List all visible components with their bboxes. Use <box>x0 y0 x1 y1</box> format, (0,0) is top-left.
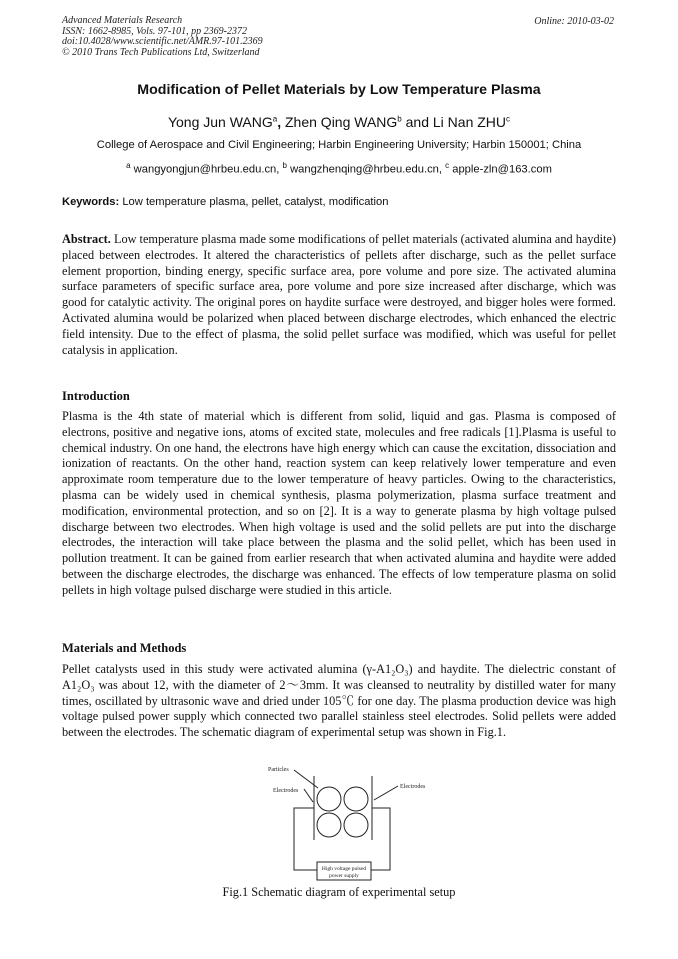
methods-paragraph: Pellet catalysts used in this study were activated alumina (γ-A1₂O₃) and haydite. The dielectric constant of A1₂O₃ was about 12, with the diameter of 2～3mm. It was cleansed to neutrality by distilled water for many times, oscillated by ultrasonic wave and dried under 105℃ for one day. The plasma production device was high voltage pulsed power supply which connected two parallel stainless steel electrodes. Solid pellets were added between the electrodes. The schematic diagram of experimental setup was shown in Fig.1. <box>62 662 616 740</box>
doi-line: doi:10.4028/www.scientific.net/AMR.97-101.2369 <box>62 36 263 48</box>
right-electrode-pointer <box>374 786 398 800</box>
email-link[interactable]: wangyongjun@hrbeu.edu.cn <box>133 163 277 176</box>
author-separator: , <box>277 114 285 130</box>
particles-label: Particles <box>268 767 289 773</box>
author-name: Li Nan ZHU <box>432 114 507 130</box>
power-supply-label-1: High voltage pulsed <box>321 866 367 872</box>
abstract-paragraph <box>62 232 616 358</box>
author-name: Zhen Qing WANG <box>285 114 398 130</box>
pellet-particle <box>317 813 341 837</box>
copyright-line: © 2010 Trans Tech Publications Ltd, Switzerland <box>62 46 260 58</box>
abstract-text: Low temperature plasma made some modifications of pellet materials (activated alumina and haydite) placed between electrodes. It altered the characteristics of pellets after discharge, such as the pellet surface element proportion, binding energy, specific surface area, pore volume and pore size. The activated alumina surface parameters of specific surface area, pore volume and pore size increased after discharge, which was good for catalytic activity. The original pores on haydite surface were destroyed, and bigger holes were formed. Activated alumina would be polarized when placed between discharge electrodes, which enhanced the electric field intensity. Due to the effect of plasma, the solid pellet surface was modified, which was useful for pellet catalysis in application. <box>62 232 616 357</box>
intro-heading: Introduction <box>62 389 130 403</box>
figure-1 <box>260 762 440 882</box>
left-electrode-pointer <box>304 789 313 802</box>
pellet-particle <box>344 787 368 811</box>
email-list: $^a$ wangyongjun@hrbeu.edu.cn, $^b$ wangzhenqing@hrbeu.edu.cn, $^c$ apple-zln@163.com <box>126 161 552 176</box>
author-sup: a <box>272 114 278 124</box>
email-sup: b <box>282 161 287 170</box>
affiliation: College of Aerospace and Civil Engineering; Harbin Engineering University; Harbin 150001; China <box>96 139 582 151</box>
electrodes-label-left: Electrodes <box>273 788 299 794</box>
schematic-diagram <box>260 762 440 882</box>
online-date: Online: 2010-03-02 <box>534 16 614 27</box>
author-list <box>0 114 678 130</box>
email-sup: c <box>445 161 450 170</box>
pellet-particle <box>344 813 368 837</box>
author-separator: and <box>401 114 433 130</box>
figure-caption: Fig.1 Schematic diagram of experimental setup <box>222 885 456 899</box>
power-supply-label-2: power supply <box>329 873 359 879</box>
author-sup: b <box>397 114 402 124</box>
keywords-line <box>62 196 388 208</box>
issn-line: ISSN: 1662-8985, Vols. 97-101, pp 2369-2372 <box>62 25 247 37</box>
keywords-label: Keywords: <box>62 196 120 208</box>
journal-header <box>62 16 263 58</box>
author-sup: c <box>506 114 511 124</box>
pellet-particle <box>317 787 341 811</box>
keywords-text: Low temperature plasma, pellet, catalyst, modification <box>122 196 389 208</box>
journal-name: Advanced Materials Research <box>62 15 183 26</box>
methods-heading: Materials and Methods <box>62 641 187 655</box>
electrodes-label-right: Electrodes <box>400 784 426 790</box>
author-name: Yong Jun WANG <box>167 114 273 130</box>
intro-paragraph: Plasma is the 4th state of material which is different from solid, liquid and gas. Plasma is composed of electrons, positive and negative ions, atoms of excited state, molecules and free radicals [1].Plasma is useful to chemical industry. On one hand, the electrons have high energy which can cause the excitation, dissociation and ionization of reactants. On the other hand, reaction system can keep relatively lower temperature and even approximate room temperature due to the lower temperature of heavy particles. Owing to the characteristics, plasma can be widely used in chemical synthesis, plasma polymerization, plasma surface treatment and modification, environmental protection, and so on [2]. It is a way to generate plasma by high voltage pulsed discharge between two electrodes. When high voltage is used and the solid pellets are put into the discharge electrodes, the interaction will take place between the plasma and the solid pellet, which has been used in pollution treatment. It can be gained from earlier research that when activated alumina and haydite were added between the discharge electrodes, the discharge was enhanced. The effects of low temperature plasma on solid pellets in high voltage pulsed discharge were studied in this article. <box>62 409 616 597</box>
email-link[interactable]: apple-zln@163.com <box>452 163 552 176</box>
email-link[interactable]: wangzhenqing@hrbeu.edu.cn <box>290 163 439 176</box>
email-sup: a <box>126 161 131 170</box>
right-wire <box>371 808 390 870</box>
abstract-label: Abstract. <box>62 232 111 246</box>
paper-title: Modification of Pellet Materials by Low Temperature Plasma <box>137 82 541 98</box>
